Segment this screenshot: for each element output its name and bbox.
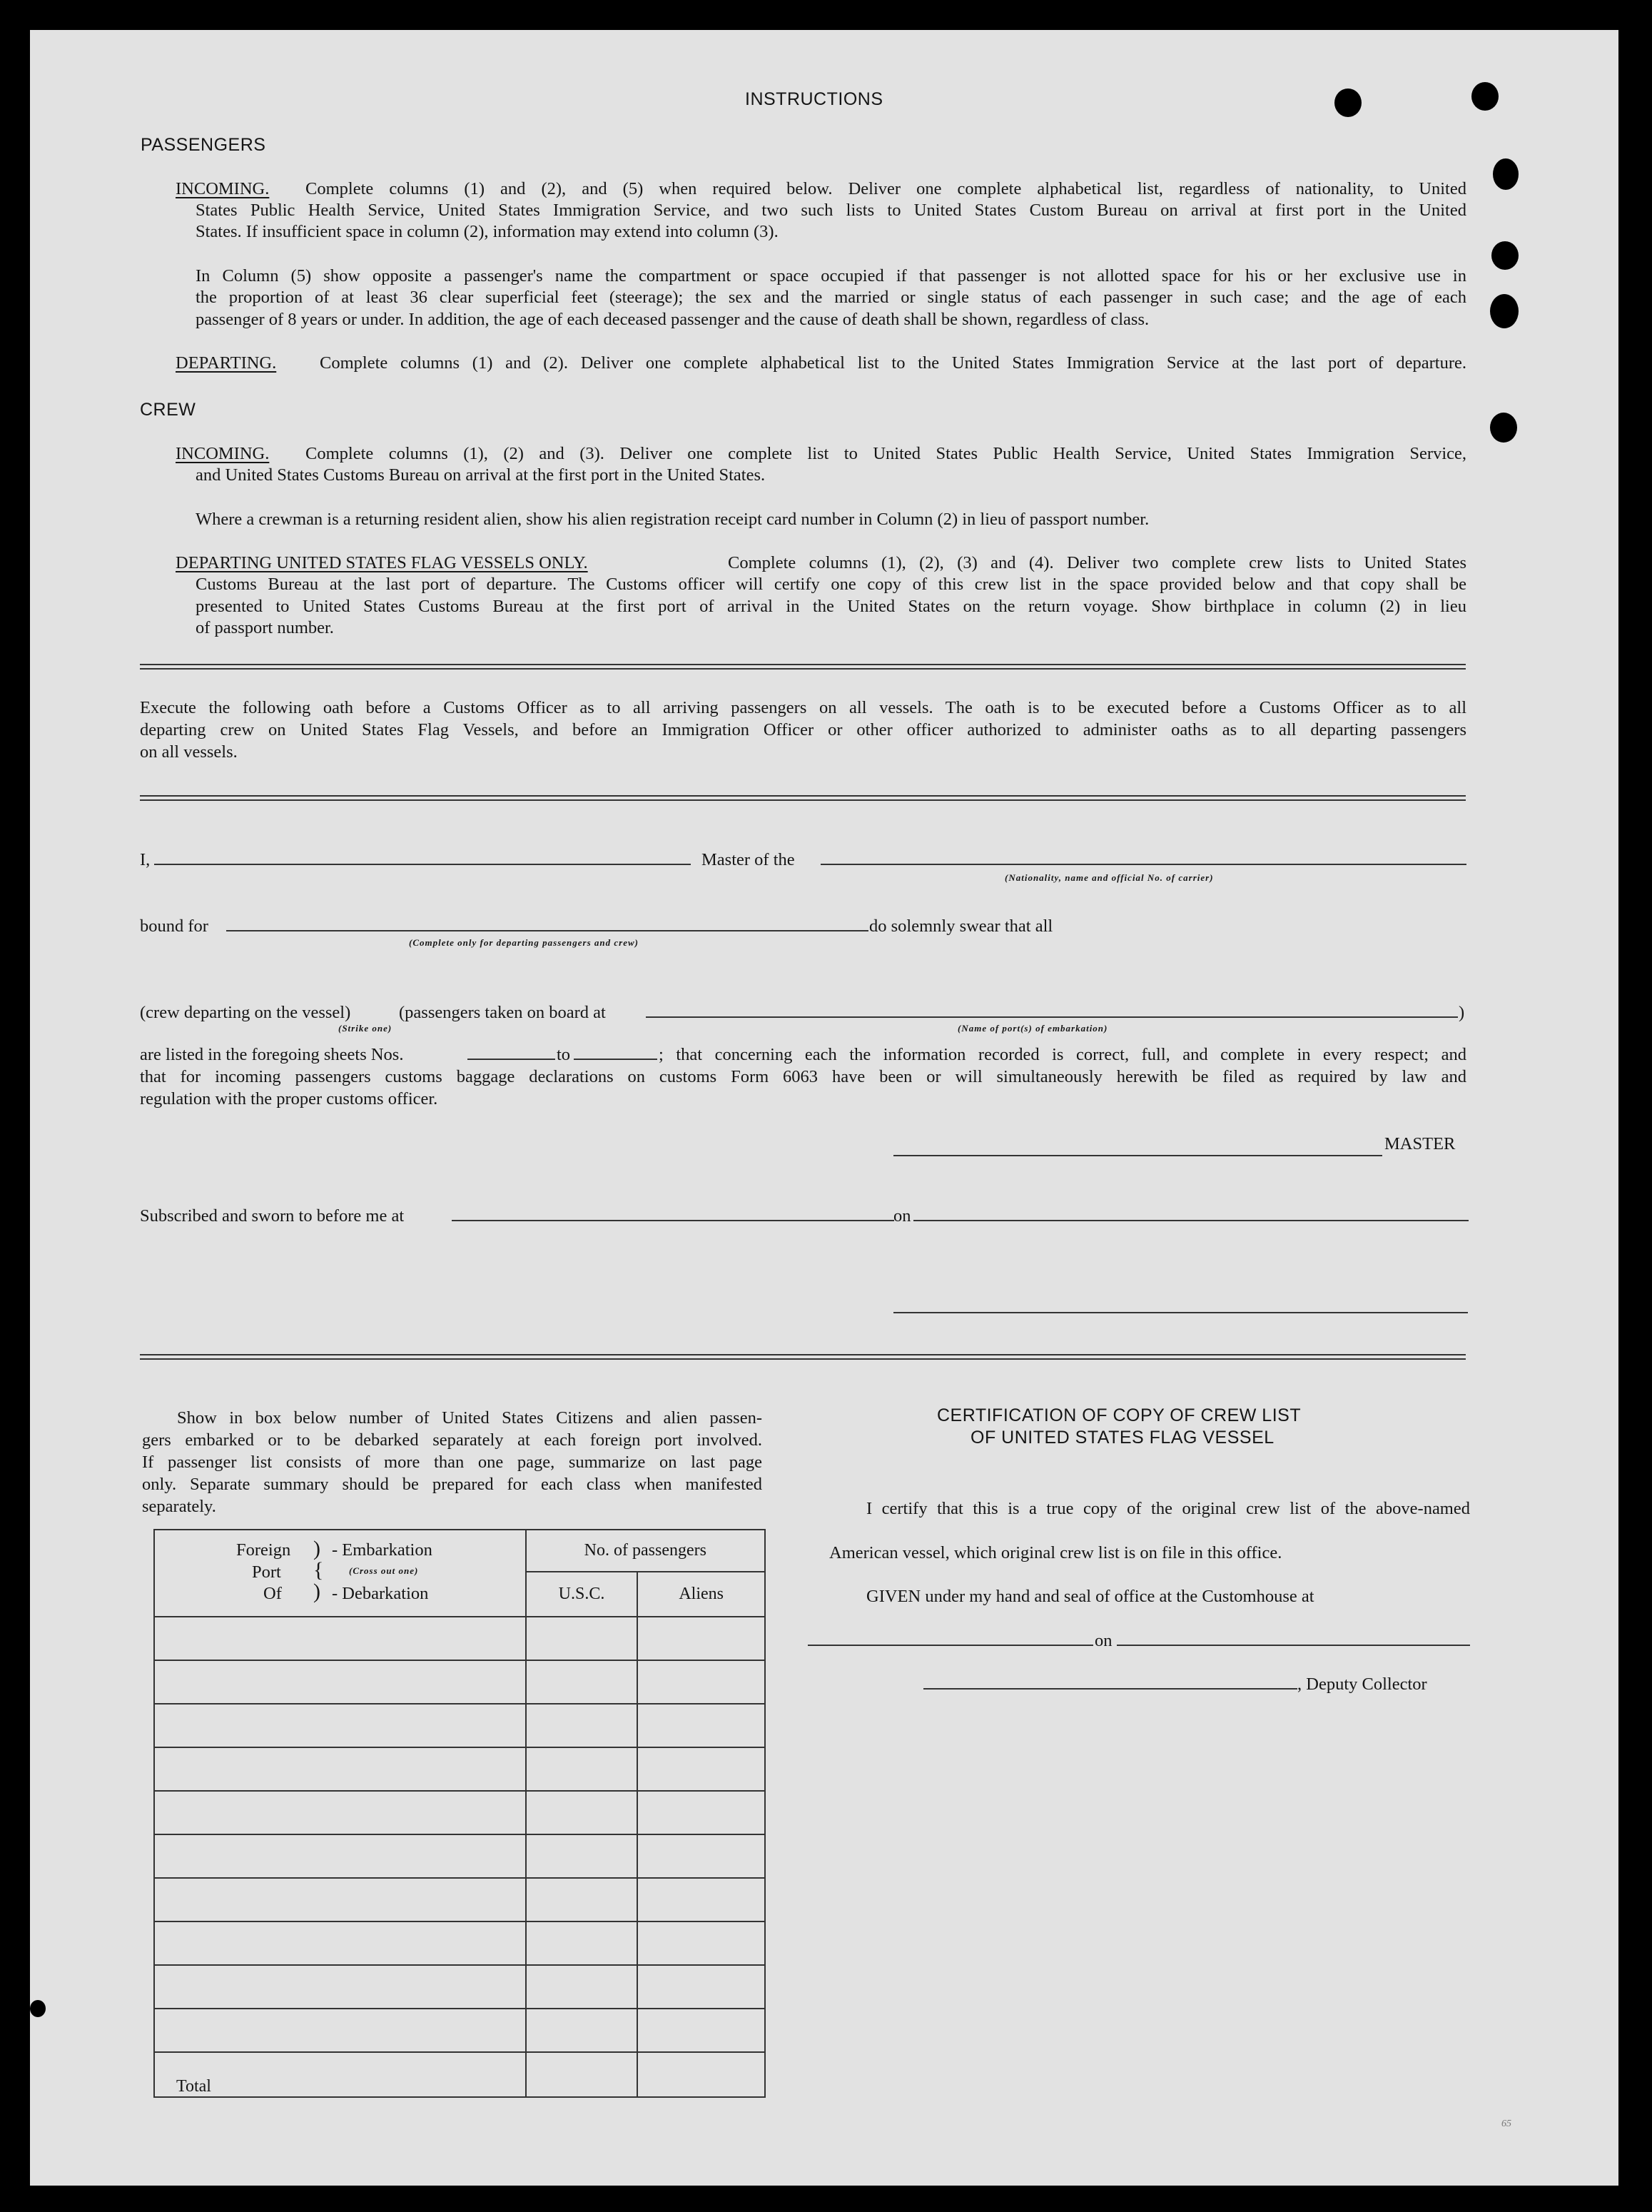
certification-text: American vessel, which original crew list is on file in this office. (829, 1543, 1282, 1562)
sheets-prefix: are listed in the foregoing sheets Nos. (140, 1045, 404, 1064)
sheet-from-line[interactable] (467, 1059, 555, 1060)
aliens-cell[interactable] (637, 1878, 765, 1921)
ports-line[interactable] (646, 1016, 1458, 1018)
punch-hole (1491, 241, 1519, 270)
port-cell[interactable] (154, 2009, 526, 2052)
summary-intro: gers embarked or to be debarked separately at each foreign port involved. (142, 1430, 762, 1450)
oath-i-label: I, (140, 850, 151, 869)
certification-text: I certify that this is a true copy of the original crew list of the above-named (866, 1499, 1470, 1518)
bound-for-caption: (Complete only for departing passengers and crew) (409, 937, 639, 948)
carrier-line[interactable] (821, 864, 1466, 865)
port-header-cell (154, 1530, 526, 1617)
usc-cell[interactable] (526, 1747, 638, 1791)
hdr-foreign: Foreign (236, 1540, 291, 1560)
customhouse-line[interactable] (808, 1645, 1093, 1646)
aliens-cell[interactable] (637, 1617, 765, 1660)
port-cell[interactable] (154, 1660, 526, 1704)
oath-text: regulation with the proper customs officer. (140, 1089, 438, 1108)
port-cell[interactable] (154, 1878, 526, 1921)
total-usc-cell[interactable] (526, 2052, 638, 2097)
port-cell[interactable] (154, 1791, 526, 1834)
hdr-port: Port (252, 1562, 281, 1582)
brace: { (313, 1558, 324, 1582)
passengers-incoming-text: States Public Health Service, United States Immigration Service, and two such lists to United States Custom Bureau on arrival at first port in the United (196, 201, 1466, 220)
deputy-signature-line[interactable] (923, 1688, 1297, 1690)
column5-text: In Column (5) show opposite a passenger's name the compartment or space occupied if that passenger is not allotted space for his or her exclusive use in (196, 266, 1466, 286)
to-label: to (557, 1045, 571, 1064)
crew-incoming-text: Complete columns (1), (2) and (3). Deliver one complete list to United States Public Health Service, United States Immigration Service, (305, 444, 1466, 463)
summary-intro: If passenger list consists of more than one page, summarize on last page (142, 1453, 762, 1472)
hdr-embarkation[interactable]: - Embarkation (332, 1540, 432, 1560)
usc-header: U.S.C. (526, 1572, 638, 1617)
usc-cell[interactable] (526, 1921, 638, 1965)
crew-departing-text: Complete columns (1), (2), (3) and (4). Deliver two complete crew lists to United States (728, 553, 1466, 572)
crew-incoming-label: INCOMING. (176, 444, 270, 463)
deputy-collector-label: , Deputy Collector (1297, 1675, 1427, 1694)
punch-hole (1334, 89, 1362, 117)
total-label (154, 2052, 526, 2097)
passengers-incoming-text: Complete columns (1) and (2), and (5) when required below. Deliver one complete alphabetical list, regardless of nationality, to United (305, 179, 1466, 198)
usc-cell[interactable] (526, 1704, 638, 1747)
punch-hole (30, 2000, 46, 2017)
total-text: Total (176, 2077, 211, 2096)
oath-text: that for incoming passengers customs baggage declarations on customs Form 6063 have been or will simultaneously herewith be filed as required by law and (140, 1067, 1466, 1086)
certification-title: OF UNITED STATES FLAG VESSEL (971, 1428, 1275, 1448)
strike-caption: (Strike one) (338, 1023, 392, 1034)
punch-hole (1490, 294, 1519, 328)
crew-departing-text: Customs Bureau at the last port of departure. The Customs officer will certify one copy of this crew list in the space provided below and that copy shall be (196, 575, 1466, 594)
total-aliens-cell[interactable] (637, 2052, 765, 2097)
certification-on-label: on (1095, 1631, 1113, 1650)
master-of-label: Master of the (701, 850, 795, 869)
column5-text: the proportion of at least 36 clear superficial feet (steerage); the sex and the married or single status of each passenger in such case; and the age of each (196, 288, 1466, 307)
carrier-caption: (Nationality, name and official No. of carrier) (1005, 872, 1214, 883)
hdr-cross-out: (Cross out one) (349, 1565, 419, 1576)
corner-mark: 65 (1501, 2118, 1511, 2129)
usc-cell[interactable] (526, 1660, 638, 1704)
column5-text: passenger of 8 years or under. In addition, the age of each deceased passenger and the cause of death shall be shown, regardless of class. (196, 310, 1150, 329)
oath-intro: departing crew on United States Flag Vessels, and before an Immigration Officer or other officer authorized to administer oaths as to all departing passengers (140, 720, 1466, 739)
crew-departing-text: presented to United States Customs Bureau at the first port of arrival in the United States on the return voyage. Show birthplace in column (2) in lieu (196, 597, 1466, 616)
brace: ) (313, 1537, 320, 1560)
sheets-suffix: ; that concerning each the information recorded is correct, full, and complete in every respect; and (659, 1045, 1466, 1064)
hdr-of: Of (263, 1584, 282, 1603)
crew-departing-text: of passport number. (196, 618, 334, 637)
oath-intro: Execute the following oath before a Customs Officer as to all arriving passengers on all vessels. The oath is to be executed before a Customs Officer as to all (140, 698, 1466, 717)
punch-hole (1490, 413, 1517, 443)
crew-departing-label: DEPARTING UNITED STATES FLAG VESSELS ONLY. (176, 553, 588, 572)
port-cell[interactable] (154, 1965, 526, 2009)
aliens-cell[interactable] (637, 1747, 765, 1791)
certification-title: CERTIFICATION OF COPY OF CREW LIST (937, 1405, 1302, 1425)
master-signature-line[interactable] (893, 1155, 1382, 1156)
subscribed-label: Subscribed and sworn to before me at (140, 1206, 405, 1226)
usc-cell[interactable] (526, 1617, 638, 1660)
crew-resident-text: Where a crewman is a returning resident alien, show his alien registration receipt card number in Column (2) in lieu of passport number. (196, 510, 1150, 529)
usc-cell[interactable] (526, 1965, 638, 2009)
passengers-incoming-text: States. If insufficient space in column (2), information may extend into column (3). (196, 222, 779, 241)
aliens-cell[interactable] (637, 1704, 765, 1747)
divider (140, 1354, 1466, 1360)
port-cell[interactable] (154, 1921, 526, 1965)
page-title: INSTRUCTIONS (745, 89, 883, 109)
port-cell[interactable] (154, 1834, 526, 1878)
usc-cell[interactable] (526, 1878, 638, 1921)
brace: ) (313, 1580, 320, 1603)
port-cell[interactable] (154, 1617, 526, 1660)
passengers-incoming-label: INCOMING. (176, 179, 270, 198)
hdr-debarkation[interactable]: - Debarkation (332, 1584, 429, 1603)
punch-hole (1493, 158, 1519, 190)
usc-cell[interactable] (526, 1834, 638, 1878)
master-label: MASTER (1384, 1134, 1456, 1153)
passengers-heading: PASSENGERS (141, 135, 266, 155)
sworn-date-line[interactable] (913, 1220, 1469, 1221)
aliens-cell[interactable] (637, 1791, 765, 1834)
punch-hole (1471, 82, 1499, 111)
usc-cell[interactable] (526, 2009, 638, 2052)
passengers-header: No. of passengers (526, 1530, 765, 1572)
passengers-departing-text: Complete columns (1) and (2). Deliver one complete alphabetical list to the United States Immigration Service at the last port of departure. (320, 353, 1466, 373)
aliens-cell[interactable] (637, 1965, 765, 2009)
sheet-to-line[interactable] (574, 1059, 657, 1060)
passengers-departing-label: DEPARTING. (176, 353, 277, 373)
summary-intro: separately. (142, 1497, 216, 1516)
solemnly-swear-text: do solemnly swear that all (869, 916, 1053, 936)
aliens-header: Aliens (637, 1572, 765, 1617)
divider (140, 795, 1466, 801)
aliens-cell[interactable] (637, 1834, 765, 1878)
crew-incoming-text: and United States Customs Bureau on arrival at the first port in the United States. (196, 465, 766, 485)
sworn-on-label: on (893, 1206, 911, 1226)
close-paren: ) (1459, 1003, 1465, 1022)
crew-departing-option[interactable]: (crew departing on the vessel) (140, 1003, 351, 1022)
summary-intro: Show in box below number of United States Citizens and alien passen- (177, 1408, 762, 1428)
oath-intro: on all vessels. (140, 742, 238, 762)
aliens-cell[interactable] (637, 1660, 765, 1704)
master-name-line[interactable] (154, 864, 691, 865)
bound-for-label: bound for (140, 916, 208, 936)
passenger-summary-table (153, 1529, 766, 2098)
summary-intro: only. Separate summary should be prepared for each class when manifested (142, 1475, 762, 1494)
passengers-taken-option[interactable]: (passengers taken on board at (399, 1003, 606, 1022)
bound-for-line[interactable] (226, 930, 868, 931)
certification-date-line[interactable] (1117, 1645, 1470, 1646)
divider (140, 664, 1466, 670)
port-cell[interactable] (154, 1747, 526, 1791)
crew-heading: CREW (140, 400, 196, 420)
certification-text: GIVEN under my hand and seal of office at the Customhouse at (866, 1587, 1314, 1606)
port-cell[interactable] (154, 1704, 526, 1747)
ports-caption: (Name of port(s) of embarkation) (958, 1023, 1108, 1034)
officer-signature-line[interactable] (893, 1312, 1468, 1313)
aliens-cell[interactable] (637, 2009, 765, 2052)
usc-cell[interactable] (526, 1791, 638, 1834)
aliens-cell[interactable] (637, 1921, 765, 1965)
sworn-place-line[interactable] (452, 1220, 894, 1221)
